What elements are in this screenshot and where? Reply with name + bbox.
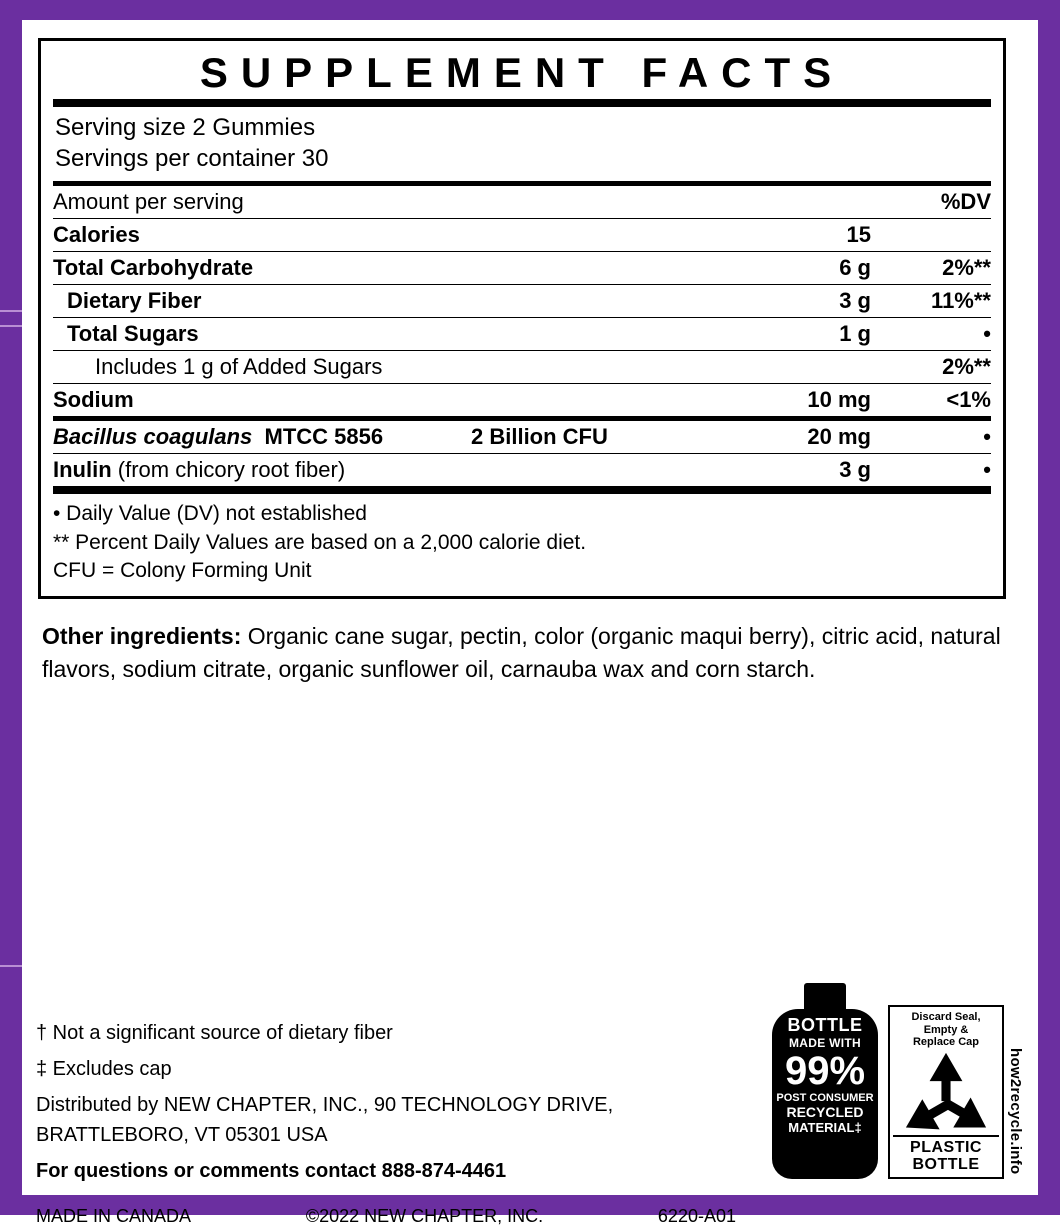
caption-line-3: Replace Cap bbox=[912, 1036, 980, 1049]
other-ingredients-label: Other ingredients: bbox=[42, 623, 242, 649]
badge-line-percent: 99% bbox=[784, 1049, 866, 1093]
label-content bbox=[22, 20, 1038, 1226]
row-label-main: Inulin bbox=[53, 456, 112, 482]
how2recycle-caption bbox=[893, 1011, 999, 1049]
row-amount: 15 bbox=[721, 218, 899, 251]
frame-border-right bbox=[1038, 0, 1060, 1215]
serving-size: Serving size 2 Gummies bbox=[55, 114, 316, 142]
header-amount-spacer bbox=[721, 186, 899, 219]
bottle-body-shape bbox=[772, 1009, 878, 1179]
row-label: Sodium bbox=[53, 383, 471, 418]
nutrition-table bbox=[53, 186, 991, 494]
label-code: 6220-A01 bbox=[657, 1206, 736, 1226]
row-label: Includes 1 g of Added Sugars bbox=[53, 350, 471, 383]
caption-line-1: Discard Seal, bbox=[911, 1010, 981, 1023]
other-ingredients-text: Organic cane sugar, pectin, color (organic maqui berry), citric acid, natural flavors, sodium citrate, organic sunflower oil, carnauba wax and corn starch. bbox=[42, 623, 1001, 682]
row-label-strain: MTCC 5856 bbox=[264, 423, 384, 449]
serving-info bbox=[53, 107, 991, 180]
how2recycle-badge bbox=[888, 1005, 1024, 1179]
header-spacer bbox=[471, 186, 721, 219]
edge-tick-mark bbox=[0, 310, 22, 312]
row-mid bbox=[471, 317, 721, 350]
row-dv: • bbox=[899, 418, 991, 453]
divider-thick bbox=[53, 99, 991, 107]
made-in: MADE IN CANADA bbox=[36, 1206, 192, 1226]
frame-border-left bbox=[0, 0, 22, 1215]
row-amount: 6 g bbox=[721, 251, 899, 284]
table-row-calories bbox=[53, 218, 991, 251]
panel-footnotes bbox=[53, 494, 991, 587]
row-label: Calories bbox=[53, 218, 471, 251]
bottom-info-block bbox=[36, 1015, 756, 1230]
row-mid bbox=[471, 284, 721, 317]
footnote-dv: • Daily Value (DV) not established bbox=[53, 501, 367, 525]
row-mid bbox=[471, 350, 721, 383]
row-label-source: (from chicory root fiber) bbox=[117, 456, 346, 482]
edge-tick-mark bbox=[0, 965, 22, 967]
how2recycle-url: how2recycle.info bbox=[1007, 1048, 1024, 1175]
footnote-percent-dv: ** Percent Daily Values are based on a 2,000 calorie diet. bbox=[53, 530, 587, 554]
row-label bbox=[53, 453, 471, 490]
row-label-species: Bacillus coagulans bbox=[53, 423, 253, 449]
badge-line-post-consumer: POST CONSUMER bbox=[776, 1092, 874, 1104]
material-line-1: PLASTIC bbox=[910, 1138, 982, 1156]
row-amount: 20 mg bbox=[721, 418, 899, 453]
table-row-sodium bbox=[53, 383, 991, 418]
note-dagger: † Not a significant source of dietary fiber bbox=[36, 1022, 393, 1044]
how2recycle-material bbox=[893, 1135, 999, 1174]
recycling-graphics bbox=[772, 983, 1024, 1179]
table-row-inulin bbox=[53, 453, 991, 490]
row-dv: <1% bbox=[899, 383, 991, 418]
supplement-facts-panel bbox=[38, 38, 1006, 599]
footnote-cfu: CFU = Colony Forming Unit bbox=[53, 559, 312, 583]
row-mid: 2 Billion CFU bbox=[471, 418, 721, 453]
material-line-2: BOTTLE bbox=[912, 1156, 980, 1174]
row-label: Total Sugars bbox=[53, 317, 471, 350]
row-dv bbox=[899, 218, 991, 251]
frame-border-top bbox=[0, 0, 1060, 20]
row-dv: 2%** bbox=[899, 350, 991, 383]
bottle-recycled-content-badge bbox=[772, 983, 878, 1179]
caption-line-2: Empty & bbox=[923, 1023, 969, 1036]
row-amount: 3 g bbox=[721, 284, 899, 317]
note-double-dagger: ‡ Excludes cap bbox=[36, 1058, 172, 1080]
distributed-by: Distributed by NEW CHAPTER, INC., 90 TECHNOLOGY DRIVE, BRATTLEBORO, VT 05301 USA bbox=[36, 1094, 614, 1146]
row-amount: 1 g bbox=[721, 317, 899, 350]
row-dv: 2%** bbox=[899, 251, 991, 284]
table-row-bacillus-coagulans bbox=[53, 418, 991, 453]
amount-per-serving-header: Amount per serving bbox=[53, 186, 471, 219]
badge-line-material: MATERIAL‡ bbox=[788, 1120, 862, 1135]
panel-title: SUPPLEMENT FACTS bbox=[199, 49, 845, 96]
row-mid bbox=[471, 218, 721, 251]
table-row-added-sugars bbox=[53, 350, 991, 383]
row-label: Total Carbohydrate bbox=[53, 251, 471, 284]
dv-header: %DV bbox=[899, 186, 991, 219]
badge-line-made-with: MADE WITH bbox=[788, 1036, 862, 1050]
bottle-neck-shape bbox=[804, 983, 846, 1009]
table-row-total-sugars bbox=[53, 317, 991, 350]
badge-line-recycled: RECYCLED bbox=[786, 1104, 864, 1120]
row-mid bbox=[471, 453, 721, 490]
row-amount bbox=[721, 350, 899, 383]
recycle-arrows-icon bbox=[900, 1051, 992, 1133]
other-ingredients bbox=[42, 620, 1002, 685]
copyright: ©2022 NEW CHAPTER, INC. bbox=[305, 1206, 544, 1226]
bottom-meta-row bbox=[36, 1189, 736, 1230]
table-row-dietary-fiber bbox=[53, 284, 991, 317]
edge-tick-mark bbox=[0, 325, 22, 327]
contact-info: For questions or comments contact 888-874-4461 bbox=[36, 1160, 507, 1182]
servings-per-container: Servings per container 30 bbox=[55, 144, 329, 172]
row-dv: • bbox=[899, 317, 991, 350]
row-amount: 3 g bbox=[721, 453, 899, 490]
badge-line-bottle: BOTTLE bbox=[787, 1015, 863, 1035]
row-mid bbox=[471, 383, 721, 418]
how2recycle-box bbox=[888, 1005, 1004, 1179]
row-mid bbox=[471, 251, 721, 284]
row-label: Dietary Fiber bbox=[53, 284, 471, 317]
row-amount: 10 mg bbox=[721, 383, 899, 418]
row-label bbox=[53, 418, 471, 453]
row-dv: 11%** bbox=[899, 284, 991, 317]
table-header-row bbox=[53, 186, 991, 219]
table-row-total-carbohydrate bbox=[53, 251, 991, 284]
row-dv: • bbox=[899, 453, 991, 490]
